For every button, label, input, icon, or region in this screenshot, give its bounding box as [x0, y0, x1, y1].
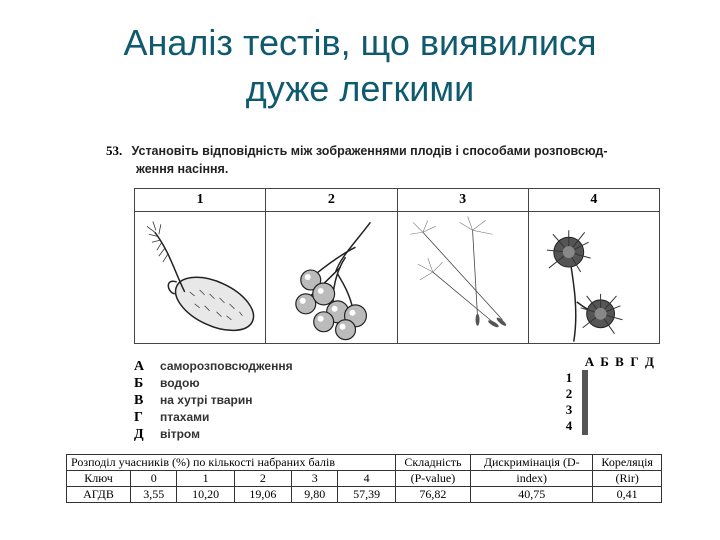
correlation-header-2: (Rir): [593, 471, 662, 487]
grid-number: 2: [565, 386, 573, 401]
answer-grid-letters: [582, 354, 657, 370]
image-header-3: 3: [398, 189, 529, 211]
score-value: 19,06: [234, 487, 291, 503]
score-value: 10,20: [177, 487, 234, 503]
grid-letter: В: [615, 354, 624, 369]
grid-cell[interactable]: [587, 387, 588, 403]
task-question-line-1: Установіть відповідність між зображеннями плодів і способами розповсюд-: [131, 144, 608, 158]
image-cell-4: [529, 212, 659, 344]
task-question-line-2: ження насіння.: [136, 162, 229, 176]
image-cell-2: [266, 212, 397, 344]
score-value: 57,39: [338, 487, 395, 503]
difficulty-header-2: (P-value): [395, 471, 470, 487]
dandelion-seeds-icon: [398, 212, 528, 344]
burdock-burrs-icon: [529, 212, 659, 344]
grid-letter: Б: [600, 354, 609, 369]
image-header-1: 1: [135, 189, 266, 211]
task-statement: [106, 142, 666, 178]
answer-grid-numbers: [562, 370, 576, 434]
grid-number: 4: [565, 418, 573, 433]
answer-options: [134, 358, 293, 443]
title-line-1: Аналіз тестів, що виявилися: [123, 22, 597, 63]
grid-cell[interactable]: [587, 419, 588, 435]
option-letter: В: [134, 393, 144, 408]
image-header-4: 4: [590, 192, 598, 207]
seed-with-hook-icon: [135, 212, 265, 344]
fruit-images-header: [135, 189, 659, 212]
fruit-images-table: [134, 188, 660, 344]
key-value: АГДВ: [67, 487, 131, 503]
score-label: 1: [177, 471, 234, 487]
discrimination-header-1: Дискримінація (D-: [471, 455, 593, 471]
stats-header-row: [67, 455, 662, 471]
stats-subheader-row: [67, 471, 662, 487]
option-b: [134, 375, 293, 392]
option-d: [134, 426, 293, 443]
option-text: птахами: [160, 410, 210, 424]
option-letter: Б: [134, 376, 144, 391]
score-label: 0: [130, 471, 177, 487]
correlation-header-1: Кореляція: [593, 455, 662, 471]
option-text: вітром: [160, 427, 200, 441]
answer-grid-cells: [582, 370, 588, 435]
stats-values-row: [67, 487, 662, 503]
option-h: [134, 409, 293, 426]
option-a: [134, 358, 293, 375]
statistics-table: [66, 454, 662, 503]
image-cell-3: [398, 212, 529, 344]
grid-letter: Д: [645, 354, 654, 369]
option-letter: А: [134, 359, 145, 374]
option-v: [134, 392, 293, 409]
score-label: 4: [338, 471, 395, 487]
difficulty-value: 76,82: [395, 487, 470, 503]
grid-cell[interactable]: [587, 403, 588, 419]
title-line-2: дуже легкими: [245, 68, 475, 109]
option-text: саморозповсюдження: [160, 359, 293, 373]
grid-letter: А: [584, 354, 595, 369]
grid-cell[interactable]: [587, 371, 588, 387]
option-text: на хутрі тварин: [160, 393, 253, 407]
option-letter: Д: [134, 427, 144, 442]
option-letter: Г: [134, 410, 143, 425]
correlation-value: 0,41: [593, 487, 662, 503]
score-label: 3: [291, 471, 338, 487]
key-label: Ключ: [67, 471, 131, 487]
slide-title: [0, 20, 720, 112]
grid-letter: Г: [630, 354, 639, 369]
grid-number: 1: [565, 370, 573, 385]
score-value: 3,55: [130, 487, 177, 503]
image-cell-1: [135, 212, 266, 344]
discrimination-header-2: index): [471, 471, 593, 487]
discrimination-value: 40,75: [471, 487, 593, 503]
berry-cluster-icon: [266, 212, 396, 344]
distribution-header: Розподіл учасників (%) по кількості набраних балів: [67, 455, 396, 471]
difficulty-header-1: Складність: [395, 455, 470, 471]
image-header-2: 2: [266, 189, 397, 211]
score-value: 9,80: [291, 487, 338, 503]
task-number: 53.: [106, 143, 123, 158]
score-label: 2: [234, 471, 291, 487]
grid-number: 3: [565, 402, 573, 417]
option-text: водою: [160, 376, 200, 390]
